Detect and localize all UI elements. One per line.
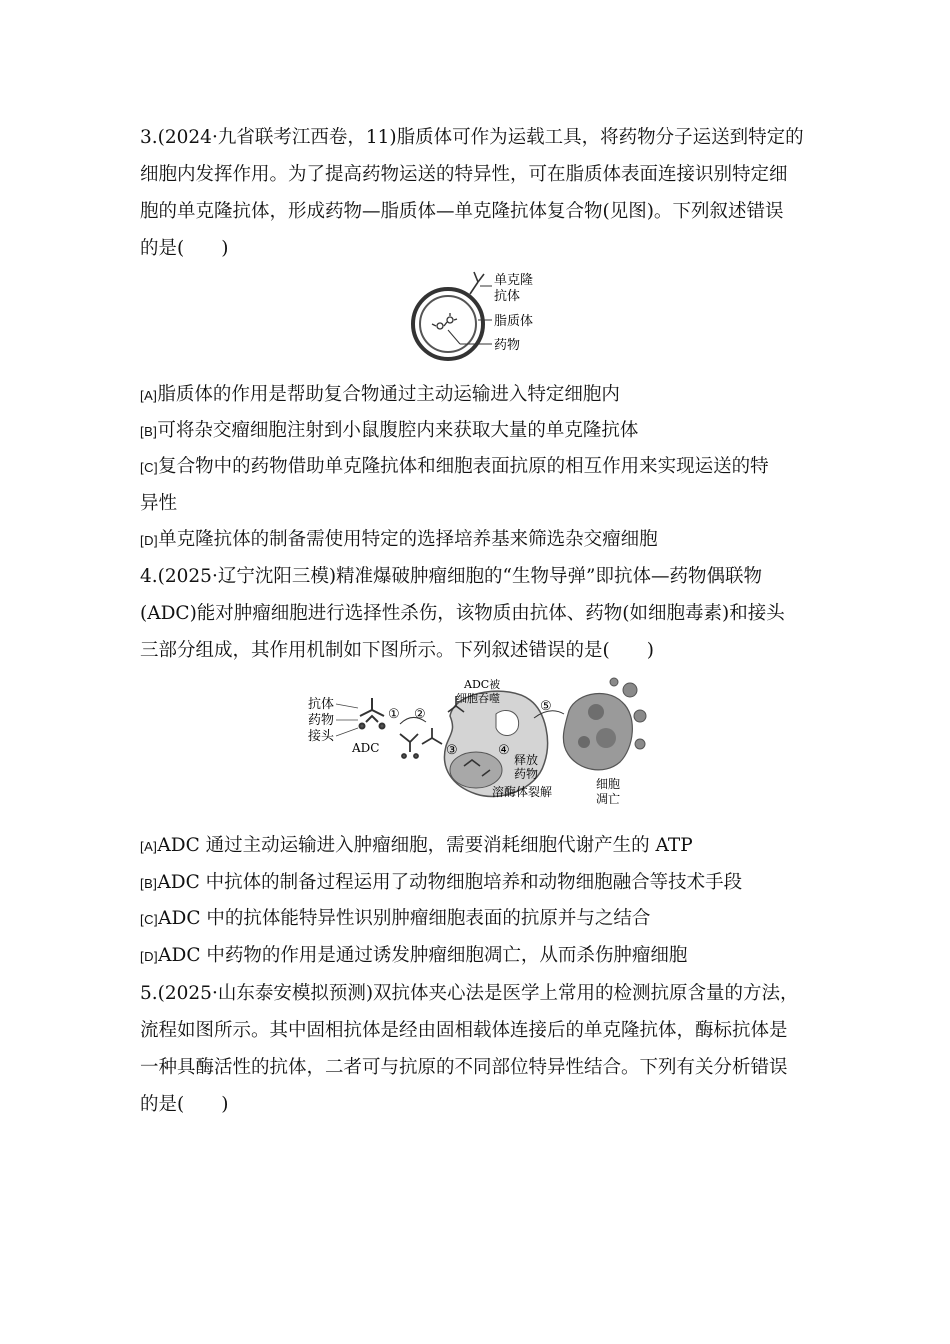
- drug-icon: [432, 313, 457, 329]
- lysosome: [450, 752, 502, 788]
- q3-label-drug: 药物: [494, 338, 521, 353]
- option-tag: [C]: [140, 460, 159, 475]
- q5-stem-line-2: 流程如图所示。其中固相抗体是经由固相载体连接后的单克隆抗体，酶标抗体是: [140, 1020, 788, 1041]
- option-tag: [D]: [140, 533, 159, 548]
- q4-step-5: ⑤: [540, 699, 552, 714]
- q4-label-lysosome: 溶酶体裂解: [492, 785, 553, 799]
- q3-label-liposome: 脂质体: [494, 314, 534, 329]
- q3-option-b[interactable]: [140, 419, 638, 444]
- q4-stem-line-1: 4.(2025·辽宁沈阳三模)精准爆破肿瘤细胞的“生物导弹”即抗体—药物偶联物: [140, 566, 762, 587]
- q4-label-apoptosis-2: 凋亡: [596, 792, 621, 806]
- q4-step-1: ①: [388, 707, 400, 722]
- q4-label-release-1: 释放: [514, 753, 539, 767]
- q4-label-drug: 药物: [308, 713, 335, 728]
- q4-step-2: ②: [414, 707, 426, 722]
- q3-stem-line-2: 细胞内发挥作用。为了提高药物运送的特异性，可在脂质体表面连接识别特定细: [140, 164, 788, 185]
- q4-option-a[interactable]: [140, 834, 693, 859]
- q4-label-release-2: 药物: [514, 767, 539, 781]
- q3-stem-line-4: 的是( ): [140, 238, 229, 259]
- apoptotic-cell: [563, 678, 646, 770]
- q3-label-antibody-1: 单克隆: [494, 273, 534, 288]
- option-text: ADC 中的抗体能特异性识别肿瘤细胞表面的抗原并与之结合: [158, 908, 651, 929]
- q3-stem-line-1: 3.(2024·九省联考江西卷，11)脂质体可作为运载工具，将药物分子运送到特定的: [140, 127, 804, 148]
- q4-option-b[interactable]: [140, 871, 742, 896]
- q5-stem-line-3: 一种具酶活性的抗体，二者可与抗原的不同部位特异性结合。下列有关分析错误: [140, 1057, 788, 1078]
- q4-label-apoptosis-1: 细胞: [596, 777, 621, 791]
- option-text: ADC 通过主动运输进入肿瘤细胞，需要消耗细胞代谢产生的 ATP: [157, 835, 693, 856]
- option-text: 单克隆抗体的制备需使用特定的选择培养基来筛选杂交瘤细胞: [158, 529, 658, 550]
- q4-label-linker: 接头: [308, 729, 335, 744]
- q4-label-engulf-2: 细胞吞噬: [456, 692, 500, 705]
- q4-option-d[interactable]: [140, 944, 687, 969]
- q3-stem-line-3: 胞的单克隆抗体，形成药物—脂质体—单克隆抗体复合物(见图)。下列叙述错误: [140, 201, 784, 222]
- q4-label-adc: ADC: [352, 741, 380, 755]
- q4-label-engulf-1: ADC被: [464, 678, 501, 691]
- q4-step-4: ④: [498, 743, 510, 758]
- q5-stem-line-1: 5.(2025·山东泰安模拟预测)双抗体夹心法是医学上常用的检测抗原含量的方法，: [140, 983, 799, 1004]
- q4-step-3: ③: [446, 743, 458, 758]
- q4-label-antibody: 抗体: [308, 697, 335, 712]
- q4-stem-line-3: 三部分组成，其作用机制如下图所示。下列叙述错误的是( ): [140, 640, 654, 661]
- q3-liposome-figure: [400, 268, 560, 370]
- option-text: 可将杂交瘤细胞注射到小鼠腹腔内来获取大量的单克隆抗体: [157, 420, 639, 441]
- option-tag: [A]: [140, 839, 158, 854]
- liposome-outer-membrane: [413, 289, 483, 359]
- option-text: 复合物中的药物借助单克隆抗体和细胞表面抗原的相互作用来实现运送的特: [158, 456, 769, 477]
- antibody-icon: [470, 272, 484, 294]
- option-tag: [A]: [140, 388, 158, 403]
- adc-binding-icon: [400, 728, 442, 758]
- adc-molecule-icon: [360, 698, 385, 729]
- q4-stem-line-2: (ADC)能对肿瘤细胞进行选择性杀伤，该物质由抗体、药物(如细胞毒素)和接头: [140, 603, 785, 624]
- option-tag: [B]: [140, 876, 158, 891]
- q4-option-c[interactable]: [140, 907, 650, 932]
- option-text: ADC 中抗体的制备过程运用了动物细胞培养和动物细胞融合等技术手段: [157, 872, 743, 893]
- q4-adc-mechanism-figure: [300, 672, 660, 810]
- q5-stem-line-4: 的是( ): [140, 1094, 229, 1115]
- option-tag: [D]: [140, 949, 159, 964]
- q3-option-c-cont: 异性: [140, 493, 178, 514]
- q3-label-antibody-2: 抗体: [494, 289, 521, 304]
- option-text: 脂质体的作用是帮助复合物通过主动运输进入特定细胞内: [157, 384, 620, 405]
- option-tag: [C]: [140, 912, 159, 927]
- q3-option-c[interactable]: [140, 455, 769, 480]
- option-text: ADC 中药物的作用是通过诱发肿瘤细胞凋亡，从而杀伤肿瘤细胞: [158, 945, 688, 966]
- q3-option-a[interactable]: [140, 383, 620, 408]
- option-tag: [B]: [140, 424, 158, 439]
- q3-option-d[interactable]: [140, 528, 658, 553]
